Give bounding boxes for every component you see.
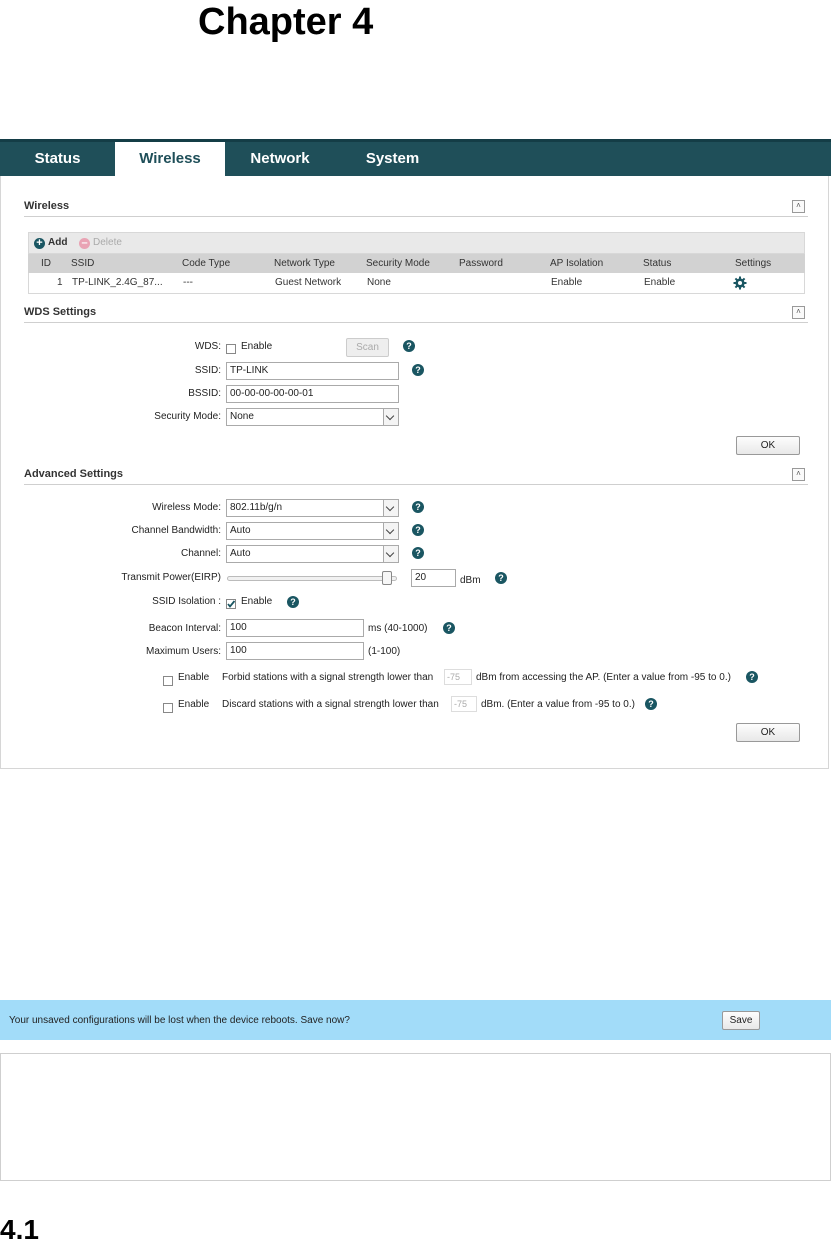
table-toolbar [28, 232, 805, 254]
channel-bandwidth-select[interactable] [226, 522, 399, 540]
col-settings: Settings [735, 258, 772, 269]
empty-note-box [0, 1053, 831, 1181]
cell-code-type: --- [183, 277, 193, 288]
wds-label: WDS: [194, 341, 221, 352]
help-icon[interactable]: ? [443, 622, 455, 634]
advanced-section-title: Advanced Settings [24, 468, 124, 480]
cell-id: 1 [57, 277, 63, 288]
security-mode-select[interactable] [226, 408, 399, 426]
tab-status[interactable]: Status [34, 150, 81, 167]
discard-enable-checkbox[interactable] [163, 703, 173, 713]
beacon-interval-hint: ms (40-1000) [368, 623, 428, 634]
save-button[interactable]: Save [722, 1011, 760, 1030]
banner-message: Your unsaved configurations will be lost when the device reboots. Save now? [9, 1015, 350, 1026]
maximum-users-label: Maximum Users: [145, 646, 221, 657]
forbid-text-2: dBm from accessing the AP. (Enter a value from -95 to 0.) [476, 672, 731, 683]
col-status: Status [643, 258, 672, 269]
transmit-power-label: Transmit Power(EIRP) [121, 572, 221, 583]
scan-button[interactable]: Scan [346, 338, 389, 357]
delete-button[interactable] [79, 233, 122, 252]
divider [24, 216, 808, 217]
cell-status: Enable [644, 277, 676, 288]
gear-icon[interactable] [733, 276, 747, 290]
bssid-label: BSSID: [188, 388, 221, 399]
wireless-collapse-icon[interactable]: ˄ [792, 200, 805, 213]
forbid-threshold-input[interactable]: -75 [444, 669, 472, 685]
help-icon[interactable]: ? [645, 698, 657, 710]
beacon-interval-input[interactable]: 100 [226, 619, 364, 637]
transmit-power-input[interactable]: 20 [411, 569, 456, 587]
wireless-mode-select[interactable] [226, 499, 399, 517]
help-icon[interactable]: ? [412, 364, 424, 376]
ssid-input[interactable]: TP-LINK [226, 362, 399, 380]
help-icon[interactable]: ? [746, 671, 758, 683]
add-label: Add [48, 237, 68, 248]
top-navigation [0, 139, 831, 176]
chapter-heading: Chapter 4 [198, 1, 374, 43]
col-ssid: SSID [71, 258, 95, 269]
beacon-interval-label: Beacon Interval: [148, 623, 221, 634]
cell-security-mode: None [367, 277, 391, 288]
bssid-input[interactable]: 00-00-00-00-00-01 [226, 385, 399, 403]
col-security-mode: Security Mode [366, 258, 430, 269]
forbid-enable-checkbox[interactable] [163, 676, 173, 686]
advanced-ok-button[interactable]: OK [736, 723, 800, 742]
wireless-section-title: Wireless [24, 200, 70, 212]
ssid-isolation-label: SSID Isolation : [152, 596, 221, 607]
tab-wireless[interactable]: Wireless [115, 142, 225, 176]
minus-icon: – [79, 238, 90, 249]
wds-enable-label: Enable [241, 341, 273, 352]
slider-handle[interactable] [382, 571, 392, 585]
help-icon[interactable]: ? [287, 596, 299, 608]
wds-enable-checkbox[interactable] [226, 344, 236, 354]
tab-network[interactable]: Network [250, 150, 310, 167]
chevron-down-icon [383, 546, 398, 562]
divider [24, 484, 808, 485]
col-password: Password [459, 258, 503, 269]
security-mode-value: None [230, 411, 254, 422]
cell-ap-isolation: Enable [551, 277, 583, 288]
ssid-isolation-enable-label: Enable [241, 596, 273, 607]
cell-network-type: Guest Network [275, 277, 342, 288]
channel-bandwidth-label: Channel Bandwidth: [131, 525, 221, 536]
col-network-type: Network Type [274, 258, 335, 269]
ssid-label: SSID: [194, 365, 221, 376]
transmit-power-slider[interactable] [227, 576, 397, 581]
help-icon[interactable]: ? [412, 501, 424, 513]
forbid-enable-label: Enable [178, 672, 210, 683]
wireless-mode-value: 802.11b/g/n [230, 502, 283, 513]
col-code-type: Code Type [182, 258, 231, 269]
help-icon[interactable]: ? [403, 340, 415, 352]
help-icon[interactable]: ? [412, 524, 424, 536]
chevron-down-icon [383, 500, 398, 516]
section-number: 4.1 [0, 1214, 39, 1245]
help-icon[interactable]: ? [412, 547, 424, 559]
ssid-isolation-checkbox[interactable] [226, 599, 236, 609]
chevron-down-icon [383, 523, 398, 539]
channel-bandwidth-value: Auto [230, 525, 251, 536]
table-header [28, 254, 805, 273]
wireless-mode-label: Wireless Mode: [152, 502, 221, 513]
delete-label: Delete [93, 237, 122, 248]
wds-section-title: WDS Settings [24, 306, 97, 318]
discard-threshold-input[interactable]: -75 [451, 696, 477, 712]
wds-collapse-icon[interactable]: ˄ [792, 306, 805, 319]
advanced-collapse-icon[interactable]: ˄ [792, 468, 805, 481]
checkmark-icon [226, 599, 236, 609]
col-id: ID [41, 258, 51, 269]
security-mode-label: Security Mode: [154, 411, 221, 422]
add-button[interactable] [34, 233, 67, 252]
chevron-down-icon [383, 409, 398, 425]
unsaved-banner [0, 1000, 831, 1040]
plus-icon: + [34, 238, 45, 249]
maximum-users-input[interactable]: 100 [226, 642, 364, 660]
channel-select[interactable] [226, 545, 399, 563]
maximum-users-hint: (1-100) [368, 646, 401, 657]
channel-label: Channel: [180, 548, 221, 559]
discard-text-1: Discard stations with a signal strength lower than [222, 699, 439, 710]
discard-text-2: dBm. (Enter a value from -95 to 0.) [481, 699, 635, 710]
wds-ok-button[interactable]: OK [736, 436, 800, 455]
table-row[interactable] [28, 273, 805, 294]
channel-value: Auto [230, 548, 251, 559]
tab-system[interactable]: System [365, 150, 420, 167]
dbm-unit: dBm [460, 575, 481, 586]
cell-ssid: TP-LINK_2.4G_87... [72, 277, 163, 288]
discard-enable-label: Enable [178, 699, 210, 710]
col-ap-isolation: AP Isolation [550, 258, 604, 269]
divider [24, 322, 808, 323]
forbid-text-1: Forbid stations with a signal strength lower than [222, 672, 434, 683]
help-icon[interactable]: ? [495, 572, 507, 584]
